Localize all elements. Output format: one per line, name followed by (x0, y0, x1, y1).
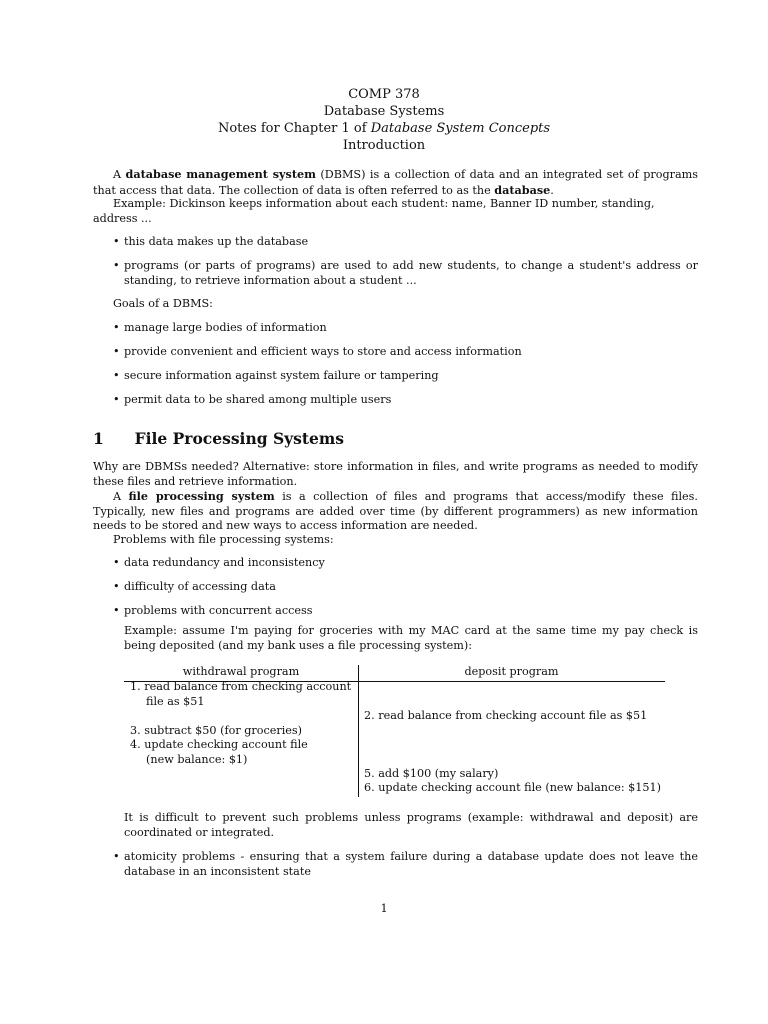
fps-text-b: is a collection of files and programs that access/modify these files. Typically, new files and programs are added over time (by different programmers) as new information needs to be stored and new ways to access information are needed. (93, 490, 698, 532)
section-paragraph-1: Why are DBMSs needed? Alternative: store information in files, and write programs as needed to modify these files and retrieve information. (93, 460, 698, 488)
table-cell: 5. add $100 (my salary) (364, 767, 499, 780)
bullet-icon: • (113, 345, 120, 358)
list-item-text: this data makes up the database (124, 235, 309, 248)
list-item (113, 604, 698, 620)
chapter-title: Introduction (342, 138, 426, 153)
bullet-icon: • (113, 604, 120, 617)
list-item-text: problems with concurrent access (124, 604, 313, 617)
bullet-icon: • (113, 850, 120, 863)
bullet-icon: • (113, 235, 120, 248)
table-cell: 6. update checking account file (new balance: $151) (364, 781, 662, 794)
section-title: File Processing Systems (134, 429, 345, 448)
intro-example: Example: Dickinson keeps information about each student: name, Banner ID number, standing, address ... (93, 197, 655, 225)
section-heading (93, 429, 344, 449)
bullet-icon: • (113, 393, 120, 406)
table-cell: 2. read balance from checking account file as $51 (364, 709, 648, 722)
intro-text-a: A (113, 168, 126, 181)
list-item (113, 393, 698, 409)
list-item-text: secure information against system failure or tampering (124, 369, 439, 382)
document-header (0, 86, 768, 154)
page-number: 1 (380, 902, 388, 915)
bullet-icon: • (113, 321, 120, 334)
section-number: 1 (93, 429, 104, 448)
list-item-text: provide convenient and efficient ways to store and access information (124, 345, 522, 358)
term-database: database (494, 182, 551, 197)
course-subject: Database Systems (323, 104, 445, 119)
section-paragraph-2 (93, 489, 698, 534)
table-cell: file as $51 (146, 695, 205, 708)
list-item-text: programs (or parts of programs) are used to add new students, to change a student's address or standing, to retrieve information about a student ... (124, 259, 698, 287)
concurrent-example: Example: assume I'm paying for groceries with my MAC card at the same time my pay check is being deposited (and my bank uses a file processing system): (124, 624, 698, 652)
list-item-text: permit data to be shared among multiple users (124, 393, 392, 406)
concurrency-table (124, 665, 665, 797)
book-title: Database System Concepts (370, 121, 551, 136)
list-item (113, 556, 698, 572)
list-item (113, 321, 698, 337)
table-cell: 4. update checking account file (130, 738, 308, 751)
intro-text-c: . (550, 183, 554, 197)
list-item (113, 580, 698, 596)
table-cell: 1. read balance from checking account (130, 680, 352, 693)
list-item-text: difficulty of accessing data (124, 580, 276, 593)
bullet-icon: • (113, 369, 120, 382)
fps-text-a: A (113, 490, 129, 503)
intro-text-b: (DBMS) is a collection of data and an integrated set of programs that access that data. The collection of data is often referred to as the (93, 168, 699, 197)
problems-title: Problems with file processing systems: (113, 533, 334, 546)
table-cell: 3. subtract $50 (for groceries) (130, 724, 303, 737)
list-item (113, 345, 698, 361)
list-item (113, 259, 698, 289)
table-divider (358, 665, 359, 797)
list-item-text: data redundancy and inconsistency (124, 556, 325, 569)
table-header-withdrawal: withdrawal program (182, 665, 300, 678)
list-item-text: atomicity problems - ensuring that a system failure during a database update does not leave the database in an inconsistent state (124, 850, 698, 878)
difficult-paragraph: It is difficult to prevent such problems unless programs (example: withdrawal and deposit) are coordinated or integrated. (124, 811, 698, 839)
intro-paragraph (93, 167, 698, 198)
bullet-icon: • (113, 580, 120, 593)
table-cell: (new balance: $1) (146, 753, 248, 766)
bullet-icon: • (113, 259, 120, 272)
goals-title: Goals of a DBMS: (113, 297, 213, 310)
notes-prefix: Notes for Chapter 1 of (217, 121, 371, 136)
term-dbms: database management system (125, 167, 316, 181)
list-item (113, 235, 698, 251)
term-file-processing-system: file processing system (128, 489, 275, 503)
list-item (113, 850, 698, 880)
list-item-text: manage large bodies of information (124, 321, 327, 334)
course-code: COMP 378 (348, 87, 420, 102)
list-item (113, 369, 698, 385)
table-header-deposit: deposit program (464, 665, 559, 678)
bullet-icon: • (113, 556, 120, 569)
notes-line (0, 120, 768, 137)
